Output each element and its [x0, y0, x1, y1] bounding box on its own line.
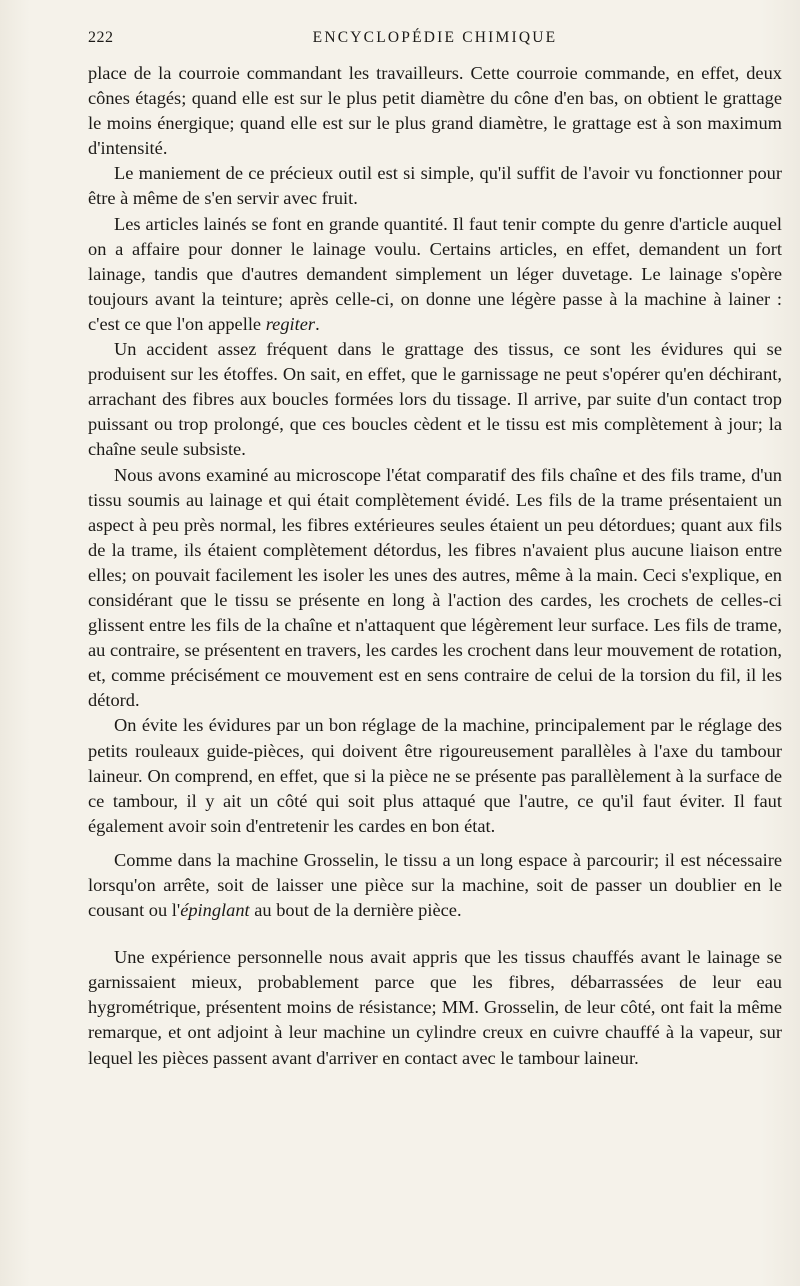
page-header [88, 26, 782, 54]
paragraph-6: On évite les évidures par un bon réglage de la machine, principalement par le réglage des petits rouleaux guide-pièces, qui doivent être rigoureusement parallèles à l'axe du tambour laineur. On comprend, en effet, que si la pièce ne se présente pas parallèlement à la surface de ce tambour, il y ait un côté qui soit plus attaqué que l'autre, ce qu'il faut éviter. Il faut également avoir soin d'entretenir les cardes en bon état. [88, 715, 782, 836]
paragraph-8: Une expérience personnelle nous avait appris que les tissus chauffés avant le lainage se garnissaient mieux, probablement parce que les fibres, débarrassées de leur eau hygrométrique, présentent moins de résistance; MM. Grosselin, de leur côté, ont fait la même remarque, et ont adjoint à leur machine un cylindre creux en cuivre chauffé à la vapeur, sur lequel les pièces passent avant d'arriver en contact avec le tambour laineur. [88, 947, 782, 1068]
italic-term-epinglant: épinglant [180, 900, 250, 921]
italic-term-regiter: regiter [265, 313, 316, 334]
paragraph-3-end: . [315, 313, 320, 334]
paragraph-7-text: Comme dans la machine Grosselin, le tissu a un long espace à parcourir; il est nécessaire lorsqu'on arrête, soit de laisser une pièce sur la machine, soit de passer un doublier en le cousant ou l' [88, 849, 782, 921]
running-title: ENCYCLOPÉDIE CHIMIQUE [312, 29, 558, 46]
paragraph-7-end: au bout de la dernière pièce. [249, 900, 462, 921]
paragraph-5: Nous avons examiné au microscope l'état comparatif des fils chaîne et des fils trame, d'un tissu soumis au lainage et qui était complètement évidé. Les fils de la trame présentaient un aspect à peu près normal, les fibres extérieures seules étaient un peu détordues; quant aux fils de la trame, ils étaient complètement détordus, les fibres n'avaient plus aucune liaison entre elles; on pouvait facilement les isoler les unes des autres, même à la main. Ceci s'explique, en considérant que le tissu se présente en long à l'action des cardes, les crochets de celles-ci glissent entre les fils de la chaîne et n'attaquent que légèrement leur surface. Les fils de trame, au contraire, se présentent en travers, les cardes les crochent dans leur mouvement de rotation, et, comme précisément ce mouvement est en sens contraire de celui de la torsion du fil, il les détord. [88, 464, 782, 711]
paragraph-2: Le maniement de ce précieux outil est si simple, qu'il suffit de l'avoir vu fonctionner pour être à même de s'en servir avec fruit. [88, 163, 782, 209]
page-number: 222 [88, 29, 114, 46]
paragraph-1: place de la courroie commandant les travailleurs. Cette courroie commande, en effet, deux cônes étagés; quand elle est sur le plus petit diamètre du cône d'en bas, on obtient le grattage le moins énergique; quand elle est sur le plus grand diamètre, le grattage est à son maximum d'intensité. [88, 63, 782, 159]
body-text [88, 61, 782, 1071]
paragraph-7 [88, 848, 782, 923]
paragraph-4: Un accident assez fréquent dans le grattage des tissus, ce sont les évidures qui se produisent sur les étoffes. On sait, en effet, que le garnissage ne peut s'opérer qu'en déchirant, arrachant des fibres aux boucles formées lors du tissage. Il arrive, par suite d'un contact trop puissant ou trop prolongé, que ces boucles cèdent et le tissu est mis complètement à jour; la chaîne seule subsiste. [88, 339, 782, 460]
paragraph-3 [88, 212, 782, 337]
paragraph-3-text: Les articles lainés se font en grande quantité. Il faut tenir compte du genre d'article auquel on a affaire pour donner le lainage voulu. Certains articles, en effet, demandent un fort lainage, tandis que d'autres demandent simplement un léger duvetage. Le lainage s'opère toujours avant la teinture; après celle-ci, on donne une légère passe à la machine à lainer : c'est ce que l'on appelle [88, 213, 782, 334]
